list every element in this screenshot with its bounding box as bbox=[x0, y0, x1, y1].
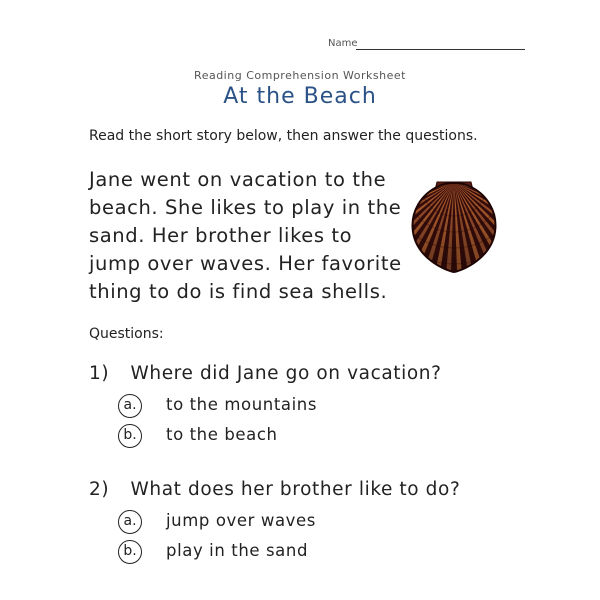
story-line: beach. She likes to play in the bbox=[89, 196, 402, 219]
option-letter[interactable]: b. bbox=[118, 540, 142, 564]
option-text: jump over waves bbox=[166, 511, 316, 530]
story-paragraph bbox=[89, 166, 419, 306]
question-number: 2) bbox=[89, 479, 110, 500]
worksheet-subtitle: Reading Comprehension Worksheet bbox=[194, 69, 406, 82]
option-letter[interactable]: b. bbox=[118, 424, 142, 448]
story-line: jump over waves. Her favorite bbox=[89, 252, 402, 275]
option-letter[interactable]: a. bbox=[118, 510, 142, 534]
option-text: to the mountains bbox=[166, 395, 318, 414]
question-text: What does her brother like to do? bbox=[130, 479, 461, 500]
name-field[interactable] bbox=[356, 49, 525, 50]
question-1 bbox=[89, 363, 442, 384]
instructions: Read the short story below, then answer the questions. bbox=[89, 128, 478, 144]
option-letter[interactable]: a. bbox=[118, 394, 142, 418]
question-2 bbox=[89, 479, 460, 500]
question-text: Where did Jane go on vacation? bbox=[130, 363, 442, 384]
questions-heading: Questions: bbox=[89, 326, 164, 342]
option-text: to the beach bbox=[166, 425, 278, 444]
option-text: play in the sand bbox=[166, 541, 309, 560]
seashell-icon bbox=[409, 176, 499, 276]
worksheet-title: At the Beach bbox=[223, 84, 377, 109]
story-line: sand. Her brother likes to bbox=[89, 224, 353, 247]
question-number: 1) bbox=[89, 363, 110, 384]
story-line: Jane went on vacation to the bbox=[89, 168, 387, 191]
name-label: Name bbox=[328, 38, 358, 49]
story-line: thing to do is find sea shells. bbox=[89, 280, 388, 303]
